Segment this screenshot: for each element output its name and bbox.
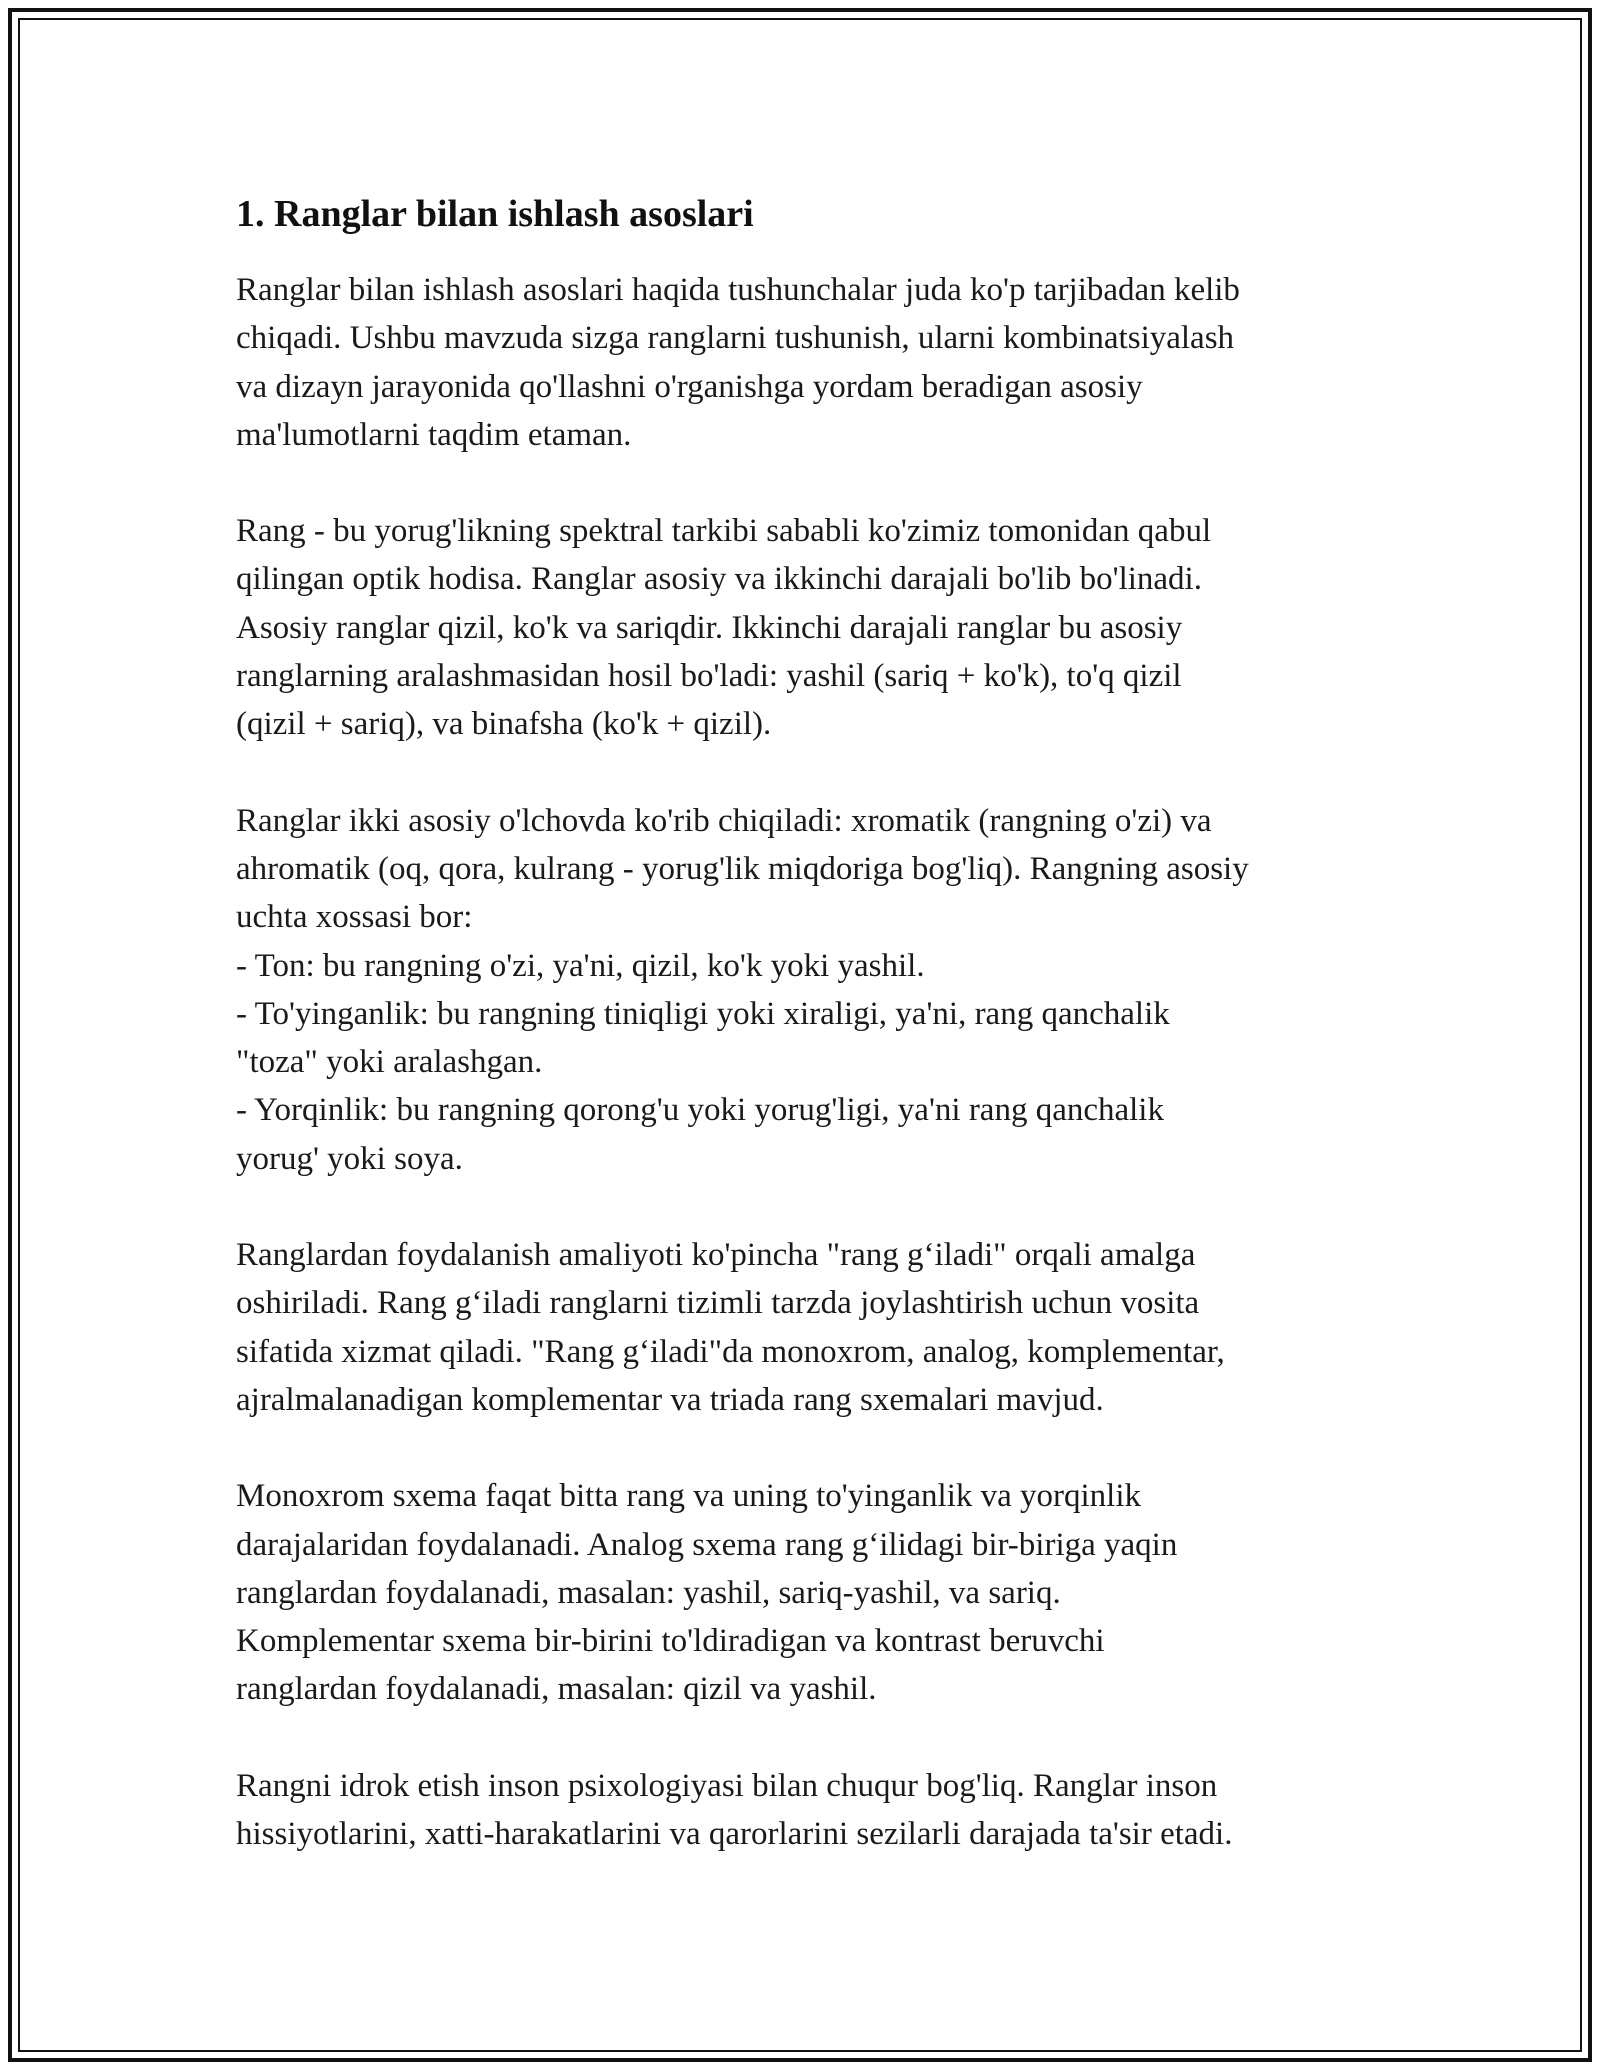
text-line: ranglardan foydalanadi, masalan: qizil va yashil. bbox=[236, 1671, 877, 1708]
text-line: Ranglardan foydalanish amaliyoti ko'pincha "rang g‘iladi" orqali amalga bbox=[236, 1237, 1196, 1274]
document-body bbox=[236, 188, 1386, 1906]
text-line: ajralmalanadigan komplementar va triada rang sxemalari mavjud. bbox=[236, 1381, 1104, 1418]
text-line: "toza" yoki aralashgan. bbox=[236, 1044, 543, 1081]
text-line: va dizayn jarayonida qo'llashni o'rganishga yordam beradigan asosiy bbox=[236, 368, 1143, 405]
list-item-yorqinlik: - Yorqinlik: bu rangning qorong'u yoki yorug'ligi, ya'ni rang qanchalik bbox=[236, 1092, 1164, 1129]
list-item-ton: - Ton: bu rangning o'zi, ya'ni, qizil, ko'k yoki yashil. bbox=[236, 947, 925, 984]
paragraph-color-properties bbox=[236, 797, 1386, 1183]
text-line: (qizil + sariq), va binafsha (ko'k + qizil). bbox=[236, 706, 772, 743]
text-line: Rang - bu yorug'likning spektral tarkibi sababli ko'zimiz tomonidan qabul bbox=[236, 513, 1212, 550]
text-line: darajalaridan foydalanadi. Analog sxema rang g‘ilidagi bir-biriga yaqin bbox=[236, 1526, 1178, 1563]
text-line: ranglarning aralashmasidan hosil bo'ladi: yashil (sariq + ko'k), to'q qizil bbox=[236, 658, 1182, 695]
list-item-toyinganlik: - To'yinganlik: bu rangning tiniqligi yoki xiraligi, ya'ni, rang qanchalik bbox=[236, 995, 1170, 1032]
text-line: Komplementar sxema bir-birini to'ldiradigan va kontrast beruvchi bbox=[236, 1623, 1105, 1660]
text-line: sifatida xizmat qiladi. "Rang g‘iladi"da monoxrom, analog, komplementar, bbox=[236, 1333, 1225, 1370]
text-line: Ranglar bilan ishlash asoslari haqida tushunchalar juda ko'p tarjibadan kelib bbox=[236, 272, 1240, 308]
text-line: yorug' yoki soya. bbox=[236, 1140, 463, 1177]
text-line: ranglardan foydalanadi, masalan: yashil, sariq-yashil, va sariq. bbox=[236, 1574, 1061, 1611]
paragraph-intro bbox=[236, 266, 1386, 459]
paragraph-color-wheel bbox=[236, 1231, 1386, 1424]
text-line: Asosiy ranglar qizil, ko'k va sariqdir. Ikkinchi darajali ranglar bu asosiy bbox=[236, 609, 1183, 646]
text-line: uchta xossasi bor: bbox=[236, 899, 473, 936]
text-line: ahromatik (oq, qora, kulrang - yorug'lik miqdoriga bog'liq). Rangning asosiy bbox=[236, 850, 1249, 887]
text-line: hissiyotlarini, xatti-harakatlarini va qarorlarini sezilarli darajada ta'sir etadi. bbox=[236, 1816, 1233, 1853]
paragraph-color-psychology bbox=[236, 1762, 1386, 1859]
text-line: Monoxrom sxema faqat bitta rang va uning to'yinganlik va yorqinlik bbox=[236, 1478, 1142, 1515]
text-line: qilingan optik hodisa. Ranglar asosiy va ikkinchi darajali bo'lib bo'linadi. bbox=[236, 561, 1202, 598]
document-title: 1. Ranglar bilan ishlash asoslari bbox=[236, 193, 754, 235]
text-line: chiqadi. Ushbu mavzuda sizga ranglarni tushunish, ularni kombinatsiyalash bbox=[236, 320, 1235, 357]
text-line: ma'lumotlarni taqdim etaman. bbox=[236, 416, 632, 453]
paragraph-rang-definition bbox=[236, 507, 1386, 748]
paragraph-color-schemes bbox=[236, 1472, 1386, 1713]
text-line: oshiriladi. Rang g‘iladi ranglarni tizimli tarzda joylashtirish uchun vosita bbox=[236, 1285, 1200, 1322]
text-line: Rangni idrok etish inson psixologiyasi bilan chuqur bog'liq. Ranglar inson bbox=[236, 1767, 1218, 1804]
text-line: Ranglar ikki asosiy o'lchovda ko'rib chiqiladi: xromatik (rangning o'zi) va bbox=[236, 802, 1212, 839]
